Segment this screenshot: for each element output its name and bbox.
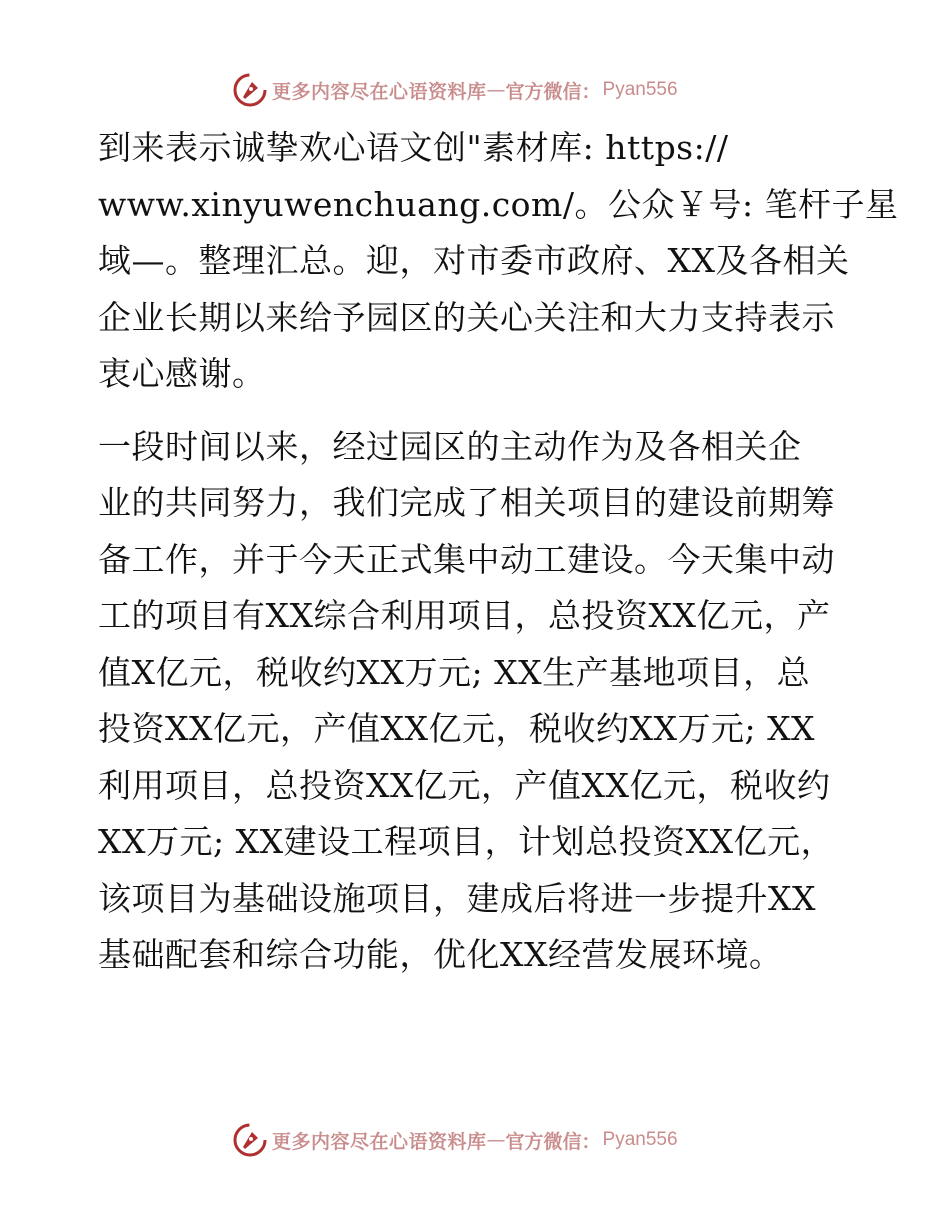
text-line: 基础配套和综合功能，优化XX经营发展环境。 [98, 935, 783, 974]
paragraph-1 [98, 120, 899, 403]
text-line: 投资XX亿元，产值XX亿元，税收约XX万元; XX [98, 709, 816, 748]
footer-banner [232, 1120, 678, 1160]
wechat-label: 官方微信： [505, 80, 601, 103]
paragraph-2 [98, 419, 868, 984]
text-line: 备工作，并于今天正式集中动工建设。今天集中动 [98, 539, 835, 579]
text-line: 到来表示诚挚欢心语文创"素材库: https:// [98, 128, 729, 167]
wechat-label: 官方微信： [505, 1130, 601, 1153]
pen-nib-logo-icon [232, 72, 268, 108]
header-banner [232, 70, 678, 110]
banner-dash: — [486, 79, 506, 101]
body-text [98, 120, 899, 984]
text-line: 衷心感谢。 [98, 354, 266, 393]
text-line: 一段时间以来，经过园区的主动作为及各相关企 [98, 426, 802, 466]
text-line: 利用项目，总投资XX亿元，产值XX亿元，税收约 [98, 765, 831, 805]
text-line: 企业长期以来给予园区的关心关注和大力支持表示 [98, 297, 835, 337]
text-line: 域—。整理汇总。迎，对市委市政府、XX及各相关 [98, 241, 850, 280]
banner-dash: — [486, 1129, 506, 1151]
text-line: 业的共同努力，我们完成了相关项目的建设前期筹 [98, 483, 835, 522]
text-line: 工的项目有XX综合利用项目，总投资XX亿元，产 [98, 596, 831, 635]
text-line: www.xinyuwenchuang.com/。公众￥号: 笔杆子星 [98, 184, 899, 224]
paragraph-gap [98, 403, 868, 419]
text-line: XX万元; XX建设工程项目，计划总投资XX亿元， [98, 822, 835, 861]
pen-nib-logo-icon [232, 1122, 268, 1158]
banner-text: 更多内容尽在心语资料库 [272, 1130, 487, 1153]
banner-text: 更多内容尽在心语资料库 [272, 80, 487, 103]
wechat-id: Pyan556 [602, 79, 678, 100]
text-line: 该项目为基础设施项目，建成后将进一步提升XX [98, 878, 816, 918]
wechat-id: Pyan556 [602, 1129, 678, 1150]
text-line: 值X亿元，税收约XX万元; XX生产基地项目，总 [98, 652, 811, 692]
